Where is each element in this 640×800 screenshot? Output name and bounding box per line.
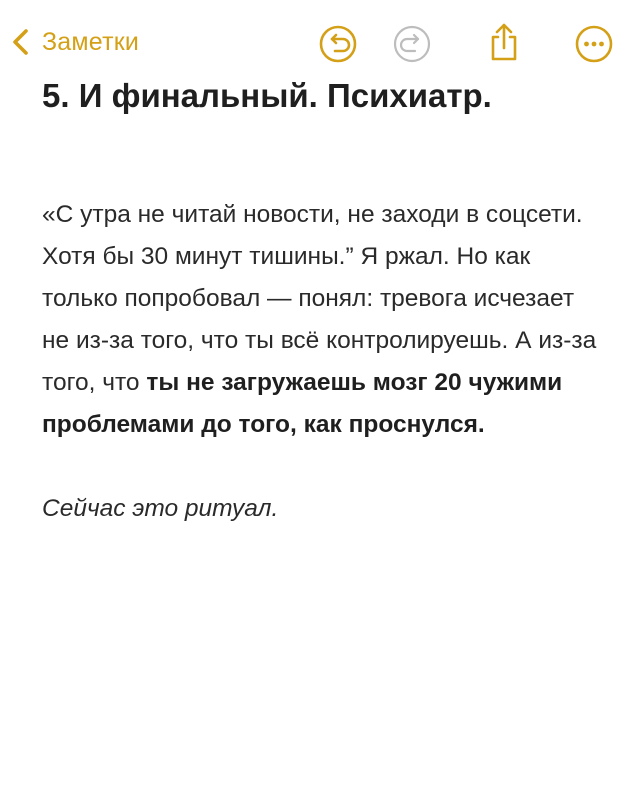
note-footer: Сейчас это ритуал. [42, 495, 279, 522]
share-button[interactable] [484, 20, 524, 60]
note-body-bold: ты не загружаешь мозг 20 чужими проблемами до того, как проснулся. [42, 369, 563, 438]
undo-icon [318, 24, 358, 64]
note-body [42, 194, 602, 446]
note-body-regular: «С утра не читай новости, не заходи в соцсети. Хотя бы 30 минут тишины.” Я ржал. Но как только попробовал — понял: тревога исчезает не из-за того, что ты всё контролируешь. А из-за того, что [42, 201, 597, 396]
more-icon [574, 24, 614, 64]
chevron-left-icon [10, 27, 32, 57]
back-label: Заметки [42, 27, 140, 56]
note-content[interactable] [42, 72, 602, 530]
note-title: 5. И финальный. Психиатр. [42, 77, 492, 114]
redo-button[interactable] [392, 24, 432, 64]
back-button[interactable] [10, 22, 139, 62]
redo-icon [392, 24, 432, 64]
more-button[interactable] [574, 24, 614, 64]
share-icon [484, 20, 524, 64]
undo-button[interactable] [318, 24, 358, 64]
